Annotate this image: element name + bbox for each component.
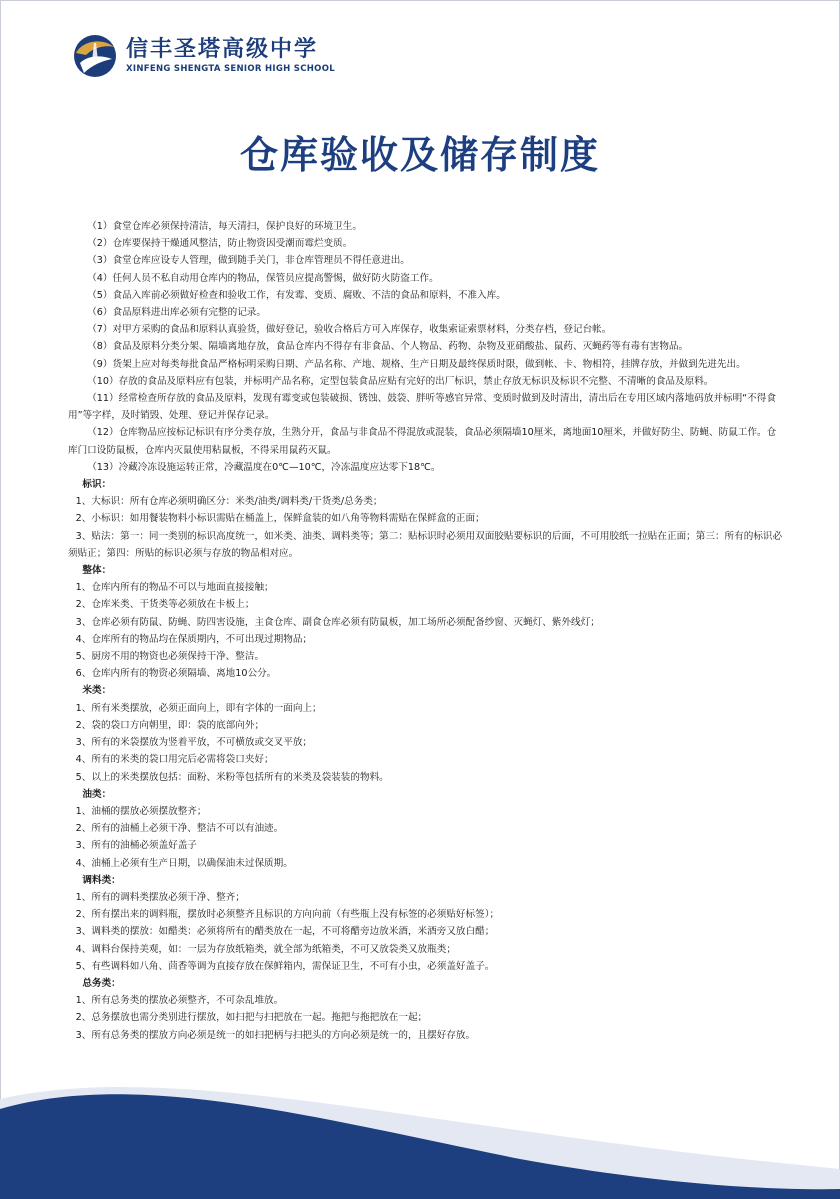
- rule-paragraph: （12）仓库物品应按标记标识有序分类存放，生熟分开，食品与非食品不得混放或混装，食品必须隔墙10厘米，离地面10厘米，并做好防尘、防蝇、防鼠工作。仓库门口设防鼠板，仓库内灭鼠使用粘鼠板，不得采用鼠药灭鼠。: [68, 427, 777, 456]
- list-item: 3、所有的米袋摆放为竖着平放，不可横放或交叉平放；: [75, 737, 313, 749]
- school-name: 信丰圣塔高级中学: [126, 37, 319, 62]
- list-item: 1、仓库内所有的物品不可以与地面直接接触；: [75, 582, 274, 594]
- list-item: 1、所有米类摆放，必须正面向上，即有字体的一面向上；: [75, 702, 322, 714]
- rule-paragraph: （4）任何人员不私自动用仓库内的物品，保管员应提高警惕，做好防火防盗工作。: [87, 272, 439, 284]
- rule-paragraph: （11）经常检查所存放的食品及原料，发现有霉变或包装破损、锈蚀、鼓袋、胖听等感官异常、变质时做到及时清出，清出后在专用区域内落地码放并标明“不得食用”等字样，及时销毁、处理、登记并保存记录。: [68, 393, 776, 422]
- school-header: [72, 28, 335, 84]
- list-item: 5、以上的米类摆放包括：面粉、米粉等包括所有的米类及袋装装的物料。: [75, 771, 389, 783]
- rule-paragraph: （10）存放的食品及原料应有包装，并标明产品名称，定型包装食品应贴有完好的出厂标识，禁止存放无标识及标识不完整、不清晰的食品及原料。: [87, 375, 714, 387]
- school-logo-icon: [72, 33, 118, 79]
- page-title: 仓库验收及储存制度: [239, 133, 600, 177]
- rule-paragraph: （8）食品及原料分类分架、隔墙离地存放，食品仓库内不得存有非食品、个人物品、药物、杂物及亚硝酸盐、鼠药、灭蝇药等有毒有害物品。: [87, 341, 689, 353]
- rule-paragraph: （3）食堂仓库应设专人管理，做到随手关门，非仓库管理员不得任意进出。: [87, 255, 410, 267]
- list-item: 3、所有的油桶必须盖好盖子: [75, 840, 197, 852]
- rule-paragraph: （2）仓库要保持干燥通风整洁，防止物资因受潮而霉烂变质。: [87, 238, 353, 250]
- rule-paragraph: （1）食堂仓库必须保持清洁，每天清扫，保护良好的环境卫生。: [87, 221, 362, 232]
- list-item: 1、油桶的摆放必须摆放整齐；: [75, 805, 207, 817]
- list-item: 4、仓库所有的物品均在保质期内，不可出现过期物品；: [75, 633, 313, 645]
- list-item: 2、所有摆出来的调料瓶，摆放时必须整齐且标识的方向向前（有些瓶上没有标签的必须贴好标签）；: [75, 909, 500, 921]
- rule-paragraph: （7）对甲方采购的食品和原料认真验货，做好登记，验收合格后方可入库保存，收集索证索票材料，分类存档，登记台帐。: [87, 324, 612, 336]
- rule-paragraph: （6）食品原料进出库必须有完整的记录。: [87, 307, 266, 319]
- list-item: 2、所有的油桶上必须干净、整洁不可以有油迹。: [75, 823, 284, 835]
- list-item: 1、所有的调料类摆放必须干净、整齐；: [75, 891, 245, 903]
- rule-paragraph: （13）冷藏冷冻设施运转正常，冷藏温度在0℃—10℃，冷冻温度应达零下18℃。: [87, 461, 441, 473]
- list-item: 4、调料台保持美观，如：一层为存放纸箱类，就全部为纸箱类，不可又放袋类又放瓶类；: [75, 943, 456, 955]
- list-item: 3、仓库必须有防鼠、防蝇、防四害设施，主食仓库、副食仓库必须有防鼠板，加工场所必须配备纱窗、灭蝇灯、紫外线灯；: [75, 616, 600, 628]
- list-item: 3、所有总务类的摆放方向必须是统一的如扫把柄与扫把头的方向必须是统一的，且摆好存放。: [75, 1029, 476, 1041]
- list-item: 3、调料类的摆放：如醋类：必须将所有的醋类放在一起，不可将醋旁边放米酒，米酒旁又放白醋；: [75, 926, 495, 938]
- list-item: 3、贴法：第一：同一类别的标识高度统一，如米类、油类、调料类等；第二：贴标识时必须用双面胶贴要标识的后面，不可用胶纸一拉贴在正面；第三：所有的标识必须贴正；第四：所贴的标识必须与存放的物品相对应。: [68, 530, 783, 559]
- list-item: 4、油桶上必须有生产日期，以确保油未过保质期。: [75, 857, 293, 869]
- list-item: 4、所有的米类的袋口用完后必需将袋口夹好；: [75, 754, 274, 766]
- list-item: 2、袋的袋口方向朝里，即：袋的底部向外；: [75, 719, 265, 731]
- section-heading-labels: 标识：: [82, 479, 112, 491]
- section-heading-rice: 米类：: [82, 685, 112, 697]
- list-item: 5、有些调料如八角、茴香等调为直接存放在保鲜箱内，需保证卫生，不可有小虫，必须盖好盖子。: [75, 960, 495, 972]
- list-item: 2、仓库米类、干货类等必须放在卡板上；: [75, 599, 255, 611]
- list-item: 2、小标识：如用餐装物料小标识需贴在桶盖上，保鲜盒装的如八角等物料需贴在保鲜盒的正面；: [75, 513, 485, 525]
- list-item: 1、所有总务类的摆放必须整齐，不可杂乱堆放。: [75, 995, 284, 1007]
- section-heading-seasoning: 调料类：: [82, 874, 121, 886]
- list-item: 5、厨房不用的物资也必须保持干净、整洁。: [75, 651, 265, 663]
- section-heading-oil: 油类：: [82, 788, 112, 800]
- list-item: 2、总务摆放也需分类别进行摆放，如扫把与扫把放在一起。拖把与拖把放在一起；: [75, 1012, 428, 1024]
- list-item: 6、仓库内所有的物资必须隔墙、离地10公分。: [75, 668, 277, 680]
- section-heading-overall: 整体：: [82, 565, 112, 577]
- list-item: 1、大标识：所有仓库必须明确区分：米类/油类/调料类/干货类/总务类；: [75, 496, 383, 508]
- school-name-en: XINFENG SHENGTA SENIOR HIGH SCHOOL: [126, 64, 335, 74]
- rule-paragraph: （9）货架上应对每类每批食品严格标明采购日期、产品名称、产地、规格、生产日期及最终保质时限，做到帐、卡、物相符，挂牌存放，并做到先进先出。: [87, 358, 746, 370]
- footer-wave-decoration: [0, 1059, 840, 1199]
- rule-paragraph: （5）食品入库前必须做好检查和验收工作，有发霉、变质、腐败、不洁的食品和原料，不准入库。: [87, 289, 506, 301]
- section-heading-general-affairs: 总务类：: [82, 977, 121, 989]
- document-body: [68, 218, 784, 1044]
